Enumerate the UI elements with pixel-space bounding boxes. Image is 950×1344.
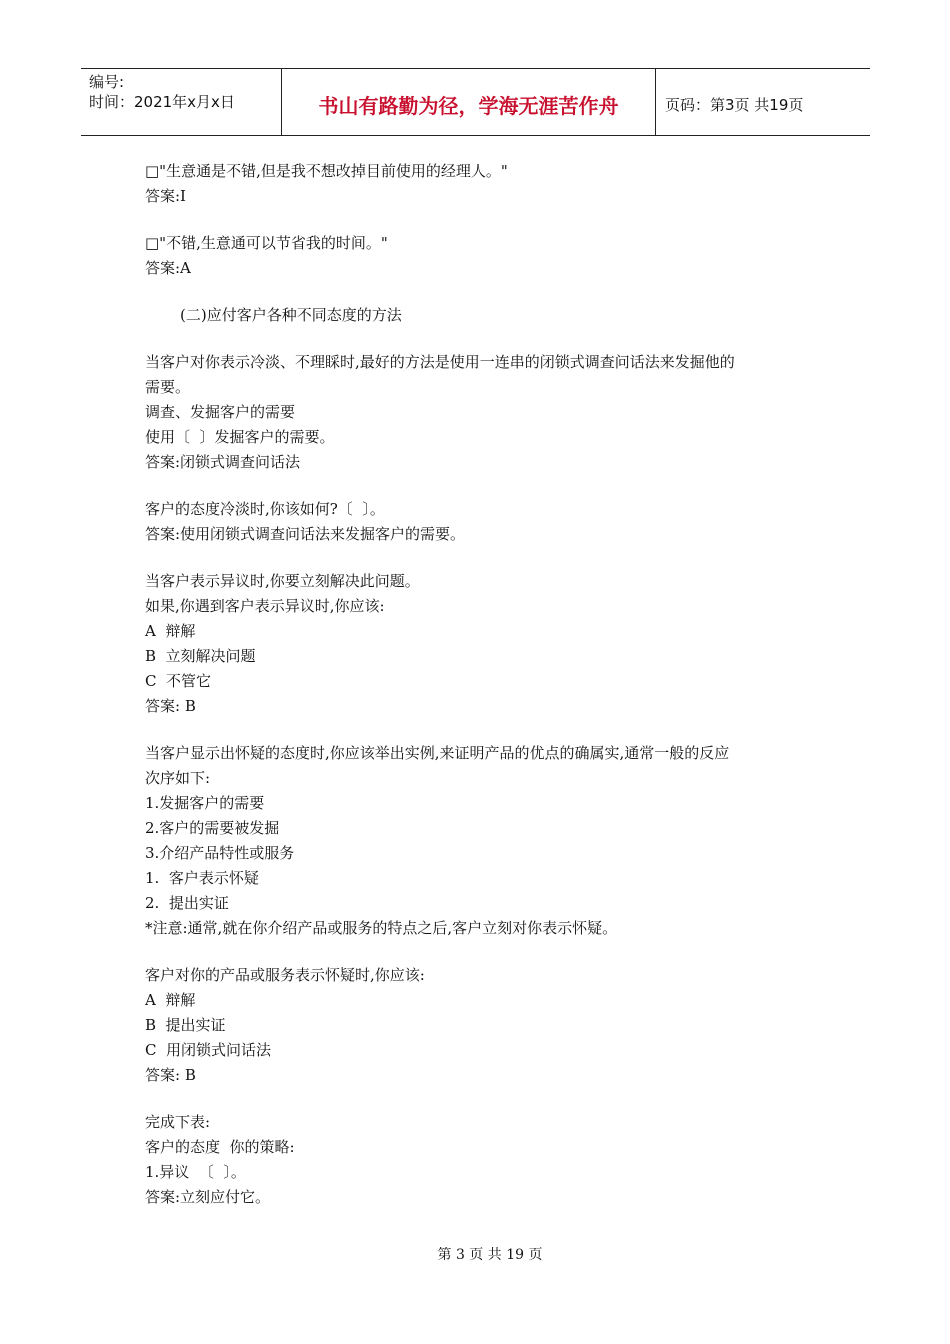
question-line: 客户的态度冷淡时,你该如何?〔 〕。 — [145, 500, 385, 518]
choice-line: B 立刻解决问题 — [145, 647, 256, 665]
serial-number-label: 编号: — [89, 73, 125, 91]
list-line: 2. 提出实证 — [145, 894, 229, 912]
block-6 — [145, 569, 835, 719]
block-3 — [145, 303, 835, 328]
paragraph-line: 调查、发掘客户的需要 — [145, 403, 296, 421]
header-table — [81, 68, 870, 136]
paragraph-line: 当客户对你表示冷淡、不理睬时,最好的方法是使用一连串的闭锁式调查问话法来发掘他的 — [145, 353, 735, 371]
paragraph-line: 客户的态度 你的策略: — [145, 1138, 295, 1156]
paragraph-line: 需要。 — [145, 378, 191, 396]
note-line: *注意:通常,就在你介绍产品或服务的特点之后,客户立刻对你表示怀疑。 — [145, 919, 618, 937]
answer-line: 答案:A — [145, 259, 191, 277]
block-5 — [145, 497, 835, 547]
question-line: 如果,你遇到客户表示异议时,你应该: — [145, 597, 385, 615]
block-1 — [145, 159, 835, 209]
choice-line: C 用闭锁式问话法 — [145, 1041, 272, 1059]
list-line: 1. 客户表示怀疑 — [145, 869, 259, 887]
answer-line: 答案:使用闭锁式调查问话法来发掘客户的需要。 — [145, 525, 466, 543]
answer-line: 答案:闭锁式调查问话法 — [145, 453, 301, 471]
paragraph-line: 当客户表示异议时,你要立刻解决此问题。 — [145, 572, 420, 590]
block-9 — [145, 1110, 835, 1210]
answer-line: 答案: B — [145, 1066, 196, 1084]
block-7 — [145, 741, 835, 941]
choice-line: C 不管它 — [145, 672, 212, 690]
block-2 — [145, 231, 835, 281]
paragraph-line: 完成下表: — [145, 1113, 211, 1131]
paragraph-line: 当客户显示出怀疑的态度时,你应该举出实例,来证明产品的优点的确属实,通常一般的反应 — [145, 744, 730, 762]
list-line: 1.发掘客户的需要 — [145, 794, 265, 812]
choice-line: A 辩解 — [145, 622, 196, 640]
section-heading: (二)应付客户各种不同态度的方法 — [180, 306, 402, 324]
list-line: 3.介绍产品特性或服务 — [145, 844, 295, 862]
question-line: 使用〔 〕发掘客户的需要。 — [145, 428, 335, 446]
option-line: □"不错,生意通可以节省我的时间。" — [145, 234, 388, 252]
question-line: 1.异议 〔 〕。 — [145, 1163, 246, 1181]
header-motto: 书山有路勤为径，学海无涯苦作舟 — [282, 69, 656, 135]
document-body — [145, 159, 835, 1210]
page-footer: 第 3 页 共 19 页 — [437, 1247, 543, 1263]
header-page-number: 页码：第3页 共19页 — [665, 95, 804, 114]
block-4 — [145, 350, 835, 475]
list-line: 2.客户的需要被发掘 — [145, 819, 280, 837]
question-line: 客户对你的产品或服务表示怀疑时,你应该: — [145, 966, 425, 984]
block-8 — [145, 963, 835, 1088]
answer-line: 答案:I — [145, 187, 186, 205]
answer-line: 答案:立刻应付它。 — [145, 1188, 271, 1206]
header-meta-cell — [81, 69, 282, 135]
answer-line: 答案: B — [145, 697, 196, 715]
date-label: 时间：2021年x月x日 — [89, 93, 235, 111]
paragraph-line: 次序如下: — [145, 769, 211, 787]
choice-line: A 辩解 — [145, 991, 196, 1009]
choice-line: B 提出实证 — [145, 1016, 226, 1034]
option-line: □"生意通是不错,但是我不想改掉目前使用的经理人。" — [145, 162, 508, 180]
